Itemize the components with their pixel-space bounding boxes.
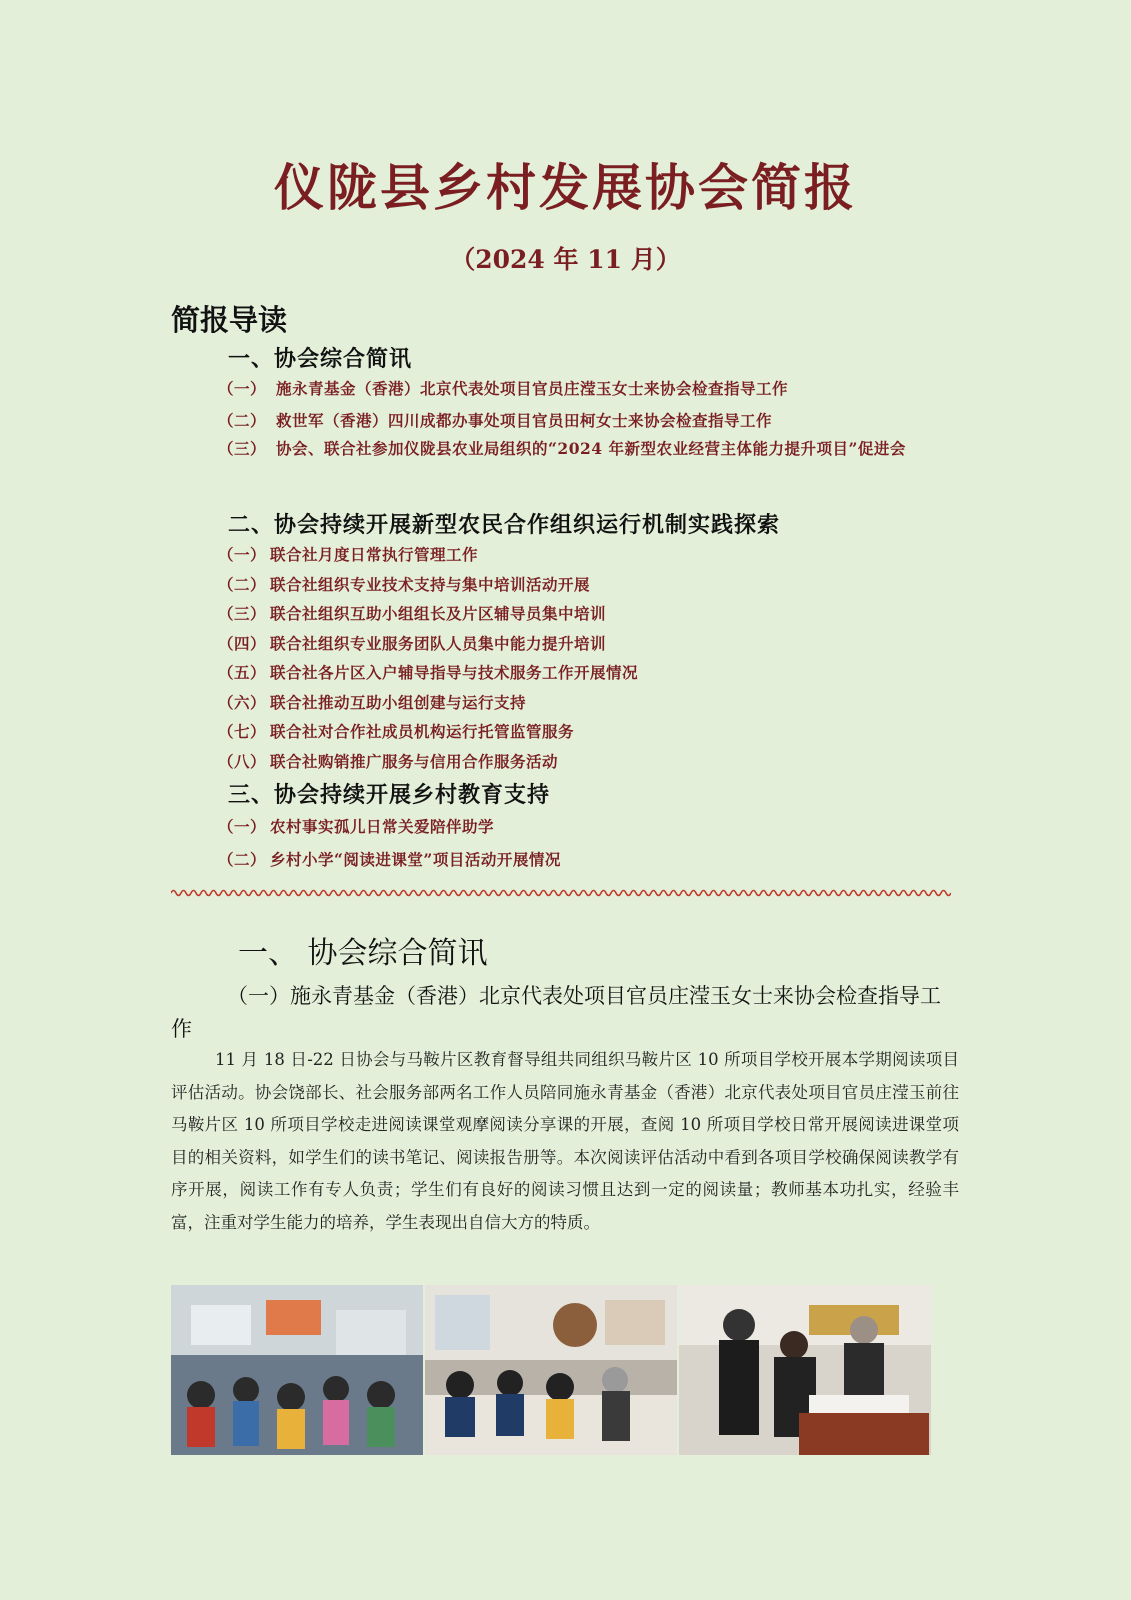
toc-item-number: （四） [218,634,267,653]
guide-heading: 简报导读 [171,303,288,337]
toc-item-number: （八） [218,752,267,771]
toc-item-number: （二） [218,411,267,430]
toc-item-text: 施永青基金（香港）北京代表处项目官员庄滢玉女士来协会检查指导工作 [276,379,789,398]
toc-item-text: 联合社对合作社成员机构运行托管监管服务 [270,722,575,741]
toc-item-number: （二） [218,575,267,594]
toc-item [218,661,638,683]
toc-item-text: 救世军（香港）四川成都办事处项目官员田柯女士来协会检查指导工作 [276,411,773,430]
issue-date: （2024 年 11 月） [450,245,681,274]
toc-item-text: 联合社月度日常执行管理工作 [270,545,479,564]
inspection-photo [679,1285,931,1455]
toc-item [218,848,561,870]
toc-item-text: 联合社购销推广服务与信用合作服务活动 [270,752,559,771]
toc-item-text: 联合社组织专业技术支持与集中培训活动开展 [270,575,591,594]
toc-item [218,543,478,565]
toc-item-text: 乡村小学“阅读进课堂”项目活动开展情况 [270,850,561,869]
toc-item [218,377,788,399]
toc-item-text: 农村事实孤儿日常关爱陪伴助学 [270,817,495,836]
wavy-divider [171,886,951,900]
toc-item [218,691,526,713]
section-1-subheading: （一）施永青基金（香港）北京代表处项目官员庄滢玉女士来协会检查指导工作 [171,984,941,1041]
toc-item [218,815,494,837]
toc-item-number: （七） [218,722,267,741]
toc-item-number: （一） [218,379,267,398]
section-1-body: 11 月 18 日-22 日协会与马鞍片区教育督导组共同组织马鞍片区 10 所项目学校开展本学期阅读项目评估活动。协会饶部长、社会服务部两名工作人员陪同施永青基金（香港）北京代表处项目官员庄滢玉前往马鞍片区 10 所项目学校走进阅读课堂观摩阅读分享课的开展，查阅 10 所项目学校日常开展阅读进课堂项目的相关资料，如学生们的读书笔记、阅读报告册等。本次阅读评估活动中看到各项目学校确保阅读教学有序开展，阅读工作有专人负责；学生们有良好的阅读习惯且达到一定的阅读量；教师基本功扎实，经验丰富，注重对学生能力的培养，学生表现出自信大方的特质。 [171,1050,959,1232]
toc-item-text: 联合社组织专业服务团队人员集中能力提升培训 [270,634,607,653]
toc-section-2-heading: 二、协会持续开展新型农民合作组织运行机制实践探索 [228,513,781,538]
page-title: 仪陇县乡村发展协会简报 [274,159,857,217]
toc-item-number: （三） [218,439,267,458]
toc-item-number: （一） [218,545,267,564]
toc-item [218,573,590,595]
toc-item-text: 协会、联合社参加仪陇县农业局组织的“2024 年新型农业经营主体能力提升项目”促进会 [276,439,906,458]
toc-item-text: 联合社各片区入户辅导指导与技术服务工作开展情况 [270,663,639,682]
toc-item-text: 联合社组织互助小组组长及片区辅导员集中培训 [270,604,607,623]
section-1-heading: 一、 协会综合简讯 [238,936,488,971]
toc-section-1-heading: 一、协会综合简讯 [228,347,413,372]
toc-item [218,409,772,431]
toc-item-number: （三） [218,604,267,623]
toc-item [218,720,574,742]
students-reading-photo [425,1285,677,1455]
toc-item-number: （二） [218,850,267,869]
toc-item-number: （五） [218,663,267,682]
toc-item [218,632,606,654]
toc-section-3-heading: 三、协会持续开展乡村教育支持 [228,783,551,808]
toc-item-number: （一） [218,817,267,836]
toc-item [218,750,558,772]
toc-item-text: 联合社推动互助小组创建与运行支持 [270,693,527,712]
toc-item-number: （六） [218,693,267,712]
toc-item [218,602,606,624]
toc-item [218,433,958,464]
classroom-photo [171,1285,423,1455]
